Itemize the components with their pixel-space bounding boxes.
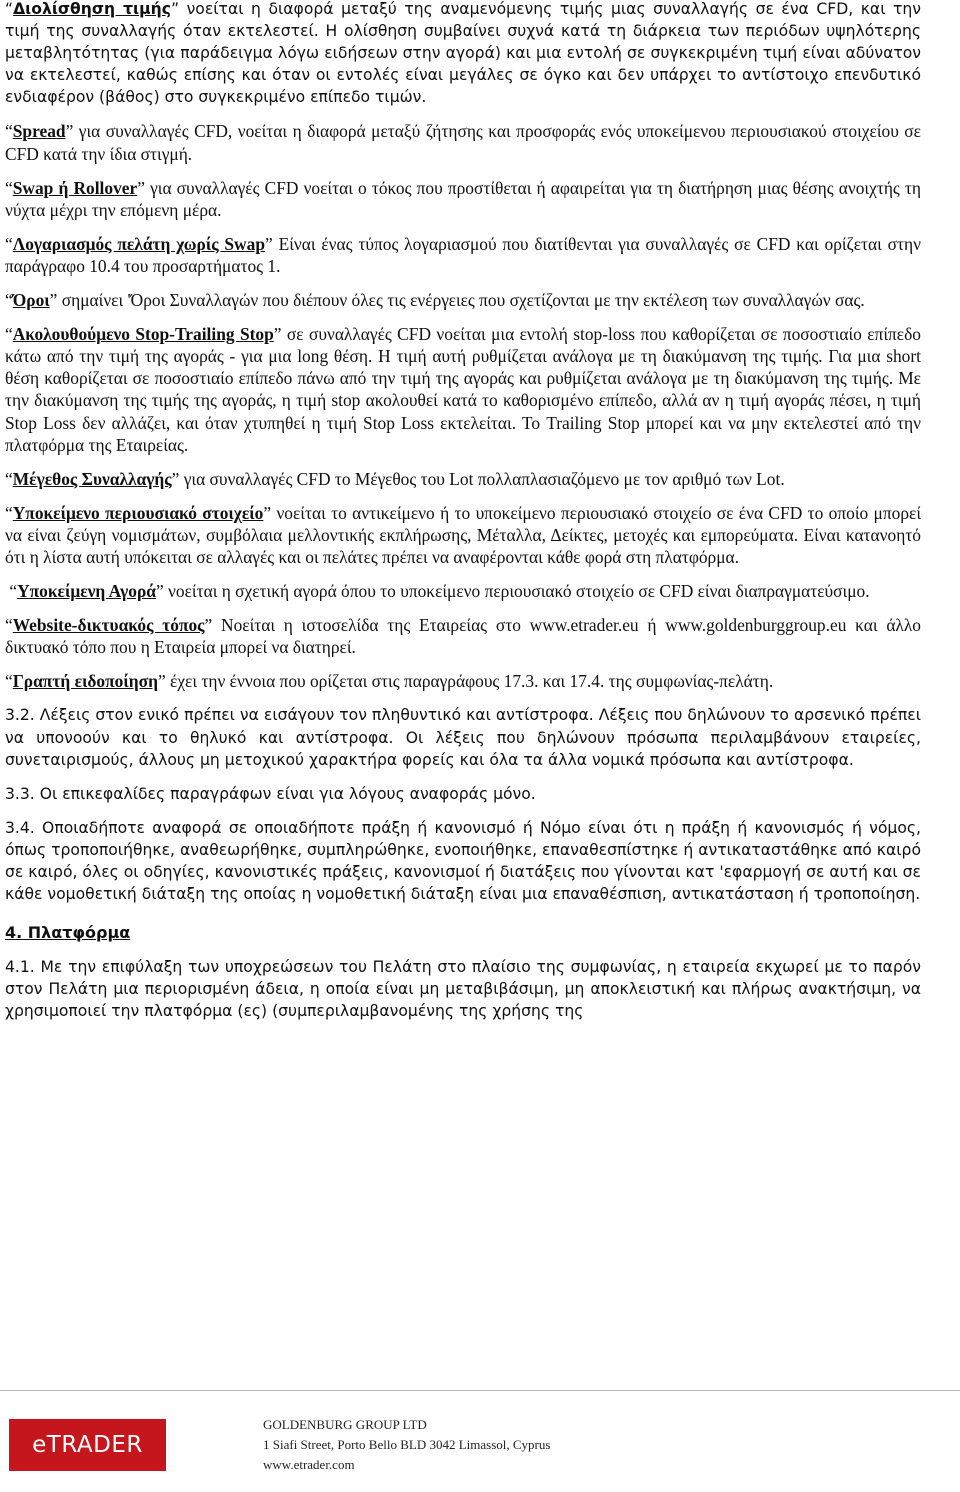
footer-info <box>263 1415 550 1475</box>
term: Διολίσθηση τιμής <box>13 0 171 18</box>
definition-text: έχει την έννοια που ορίζεται στις παραγράφους 17.3. και 17.4. της συμφωνίας-πελάτη. <box>165 671 774 692</box>
term: Swap ή Rollover <box>12 177 138 198</box>
term: Ακολουθούμενο Stop-Trailing Stop <box>12 324 274 345</box>
logo-text: eTRADER <box>32 1432 143 1458</box>
definition-text: σημαίνει 'Όροι Συναλλαγών που διέπουν όλες τις ενέργειες που σχετίζονται με την εκτέλεση των συναλλαγών σας. <box>57 290 865 311</box>
footer-address: 1 Siafi Street, Porto Bello BLD 3042 Limassol, Cyprus <box>263 1437 551 1452</box>
definition-text: νοείται η σχετική αγορά όπου το υποκείμενο περιουσιακό στοιχείο σε CFD είναι διαπραγματεύσιμο. <box>163 581 870 602</box>
definition-swap-free-account: “Λογαριασμός πελάτη χωρίς Swap” Είναι ένας τύπος λογαριασμού που διατίθενται για συναλλαγές σε CFD και ορίζεται στην παράγραφο 10.4 του προσαρτήματος 1. <box>5 233 922 276</box>
term: Γραπτή ειδοποίηση <box>12 671 158 692</box>
clause-3-3: 3.3. Οι επικεφαλίδες παραγράφων είναι για λόγους αναφοράς μόνο. <box>5 784 536 803</box>
clause-4-1: 4.1. Με την επιφύλαξη των υποχρεώσεων του Πελάτη στο πλαίσιο της συμφωνίας, η εταιρεία εκχωρεί με το παρόν στον Πελάτη μια περιορισμένη άδεια, η οποία είναι μη μεταβιβάσιμη, μη αποκλειστική και πλήρως ανακτήσιμη, να χρησιμοποιεί την πλατφόρμα (ες) (συμπεριλαμβανομένης της χρήσης της <box>5 958 921 1021</box>
footer-divider <box>0 1390 960 1391</box>
definition-trade-size: “Μέγεθος Συναλλαγής” για συναλλαγές CFD το Μέγεθος του Lot πολλαπλασιαζόμενο με τον αριθμό των Lot. <box>5 468 785 489</box>
document-body <box>5 0 921 1034</box>
term: Spread <box>12 121 66 142</box>
definition-text: για συναλλαγές CFD, νοείται η διαφορά μεταξύ ζήτησης και προσφοράς ενός υποκείμενου περιουσιακού στοιχείου σε CFD κατά την ίδια στιγμή. <box>5 121 921 164</box>
definition-spread: “Spread” για συναλλαγές CFD, νοείται η διαφορά μεταξύ ζήτησης και προσφοράς ενός υποκείμενου περιουσιακού στοιχείου σε CFD κατά την ίδια στιγμή. <box>5 121 921 164</box>
definition-swap: “Swap ή Rollover” για συναλλαγές CFD νοείται ο τόκος που προστίθεται ή αφαιρείται για τη διατήρηση μιας θέσης ανοιχτής τη νύχτα μέχρι την επόμενη μέρα. <box>5 177 922 220</box>
section-title: 4. Πλατφόρμα <box>5 923 131 943</box>
footer-website[interactable]: www.etrader.com <box>263 1457 355 1472</box>
term: Website-δικτυακός τόπος <box>12 615 205 636</box>
definition-written-notice: “Γραπτή ειδοποίηση” έχει την έννοια που ορίζεται στις παραγράφους 17.3. και 17.4. της συμφωνίας-πελάτη. <box>5 671 774 692</box>
definition-text: νοείται η διαφορά μεταξύ της αναμενόμενης τιμής μιας συναλλαγής σε ένα CFD, και την τιμή της συναλλαγής όταν εκτελεστεί. Η ολίσθηση συμβαίνει συχνά κατά τη διάρκεια των περιόδων υψηλότερης μεταβλητότητας (για παράδειγμα λόγω ειδήσεων στην αγορά) και μια εντολή σε συγκεκριμένη τιμή είναι αδύνατον να εκτελεστεί, καθώς επίσης και όταν οι εντολές είναι μεγάλες σε όγκο και δεν υπάρχει το αντίστοιχο επενδυτικό ενδιαφέρον (βάθος) στο συγκεκριμένο επίπεδο τιμών. <box>5 0 921 107</box>
definition-text: για συναλλαγές CFD το Μέγεθος του Lot πολλαπλασιαζόμενο με τον αριθμό των Lot. <box>179 468 785 489</box>
definition-underlying-asset: “Υποκείμενο περιουσιακό στοιχείο” νοείται το αντικείμενο ή το υποκείμενο περιουσιακό στοιχείο σε ένα CFD το οποίο μπορεί να είναι ζεύγη νομισμάτων, συμβόλαια μελλοντικής εκπλήρωσης, Μέταλλα, Δείκτες, μετοχές και εμπορεύματα. Είναι κατανοητό ότι η λίστα αυτή υπόκειται σε αλλαγές και οι πελάτες πρέπει να αναφέρονται κάθε φορά στη πλατφόρμα. <box>5 502 922 567</box>
definition-website: “Website-δικτυακός τόπος” Νοείται η ιστοσελίδα της Εταιρείας στο www.etrader.eu ή www.goldenburggroup.eu και άλλο δικτυακό τόπο που η Εταιρεία μπορεί να διατηρεί. <box>5 615 921 658</box>
term: Όροι <box>12 290 50 311</box>
definition-terms: “Όροι” σημαίνει 'Όροι Συναλλαγών που διέπουν όλες τις ενέργειες που σχετίζονται με την εκτέλεση των συναλλαγών σας. <box>5 290 865 311</box>
definition-text: Είναι ένας τύπος λογαριασμού που διατίθενται για συναλλαγές σε CFD και ορίζεται στην παράγραφο 10.4 του προσαρτήματος 1. <box>5 233 922 276</box>
term: Υποκείμενο περιουσιακό στοιχείο <box>12 502 264 523</box>
term: Λογαριασμός πελάτη χωρίς Swap <box>12 233 265 254</box>
definition-text: νοείται το αντικείμενο ή το υποκείμενο περιουσιακό στοιχείο σε ένα CFD το οποίο μπορεί να είναι ζεύγη νομισμάτων, συμβόλαια μελλοντικής εκπλήρωσης, Μέταλλα, Δείκτες, μετοχές και εμπορεύματα. Είναι κατανοητό ότι η λίστα αυτή υπόκειται σε αλλαγές και οι πελάτες πρέπει να αναφέρονται κάθε φορά στη πλατφόρμα. <box>5 502 922 567</box>
clause-3-4: 3.4. Οποιαδήποτε αναφορά σε οποιαδήποτε πράξη ή κανονισμό ή Νόμο είναι ότι η πράξη ή κανονισμός ή νόμος, όπως τροποποιήθηκε, αναθεωρήθηκε, συμπληρώθηκε, ενοποιήθηκε, επαναθεσπίστηκε ή αντικαταστάθηκε από καιρό σε καιρό, όλες οι οδηγίες, κανονιστικές πράξεις, κανονισμοί ή διατάξεις που γίνονται κατ 'εφαρμογή σε αυτή και σε κάθε νομοθετική διάταξη της οποίας η νομοθετική διάταξη είναι μια επαναθέσπιση, αντικατάσταση ή τροποποίηση. <box>5 818 921 904</box>
definition-text: για συναλλαγές CFD νοείται ο τόκος που προστίθεται ή αφαιρείται για τη διατήρηση μιας θέσης ανοιχτής τη νύχτα μέχρι την επόμενη μέρα. <box>5 177 922 220</box>
footer-company: GOLDENBURG GROUP LTD <box>263 1417 427 1432</box>
clause-3-2: 3.2. Λέξεις στον ενικό πρέπει να εισάγουν τον πληθυντικό και αντίστροφα. Λέξεις που δηλώνουν το αρσενικό πρέπει να υπονοούν και το θηλυκό και αντίστροφα. Οι λέξεις που δηλώνουν πρόσωπα περιλαμβάνουν εταιρείες, συνεταιρισμούς, άλλους μη μετοχικού χαρακτήρα φορείς και όλα τα άλλα νομικά πρόσωπα και αντίστροφα. <box>5 706 921 769</box>
definition-slippage: “Διολίσθηση τιμής” νοείται η διαφορά μεταξύ της αναμενόμενης τιμής μιας συναλλαγής σε ένα CFD, και την τιμή της συναλλαγής όταν εκτελεστεί. Η ολίσθηση συμβαίνει συχνά κατά τη διάρκεια των περιόδων υψηλότερης μεταβλητότητας (για παράδειγμα λόγω ειδήσεων στην αγορά) και μια εντολή σε συγκεκριμένη τιμή είναι αδύνατον να εκτελεστεί, καθώς επίσης και όταν οι εντολές είναι μεγάλες σε όγκο και δεν υπάρχει το αντίστοιχο επενδυτικό ενδιαφέρον (βάθος) στο συγκεκριμένο επίπεδο τιμών. <box>5 0 921 107</box>
definition-text: Νοείται η ιστοσελίδα της Εταιρείας στο www.etrader.eu ή www.goldenburggroup.eu και άλλο δικτυακό τόπο που η Εταιρεία μπορεί να διατηρεί. <box>5 615 921 658</box>
term: Υποκείμενη Αγορά <box>17 581 156 602</box>
definition-text: σε συναλλαγές CFD νοείται μια εντολή stop-loss που καθορίζεται σε ποσοστιαίο επίπεδο κάτω από την τιμή της αγοράς - για μια long θέση. Η τιμή αυτή ρυθμίζεται ανάλογα με τη διακύμανση της τιμής. Για μια short θέση καθορίζεται σε ποσοστιαίο επίπεδο πάνω από την τιμή της αγοράς και ρυθμίζεται ανάλογα με τη διακύμανση της τιμής. Με την διακύμανση της τιμής της αγοράς, η τιμή stop ακολουθεί κατά το καθορισμένο επίπεδο, αλλά αν η τιμή αγοράς πέσει, η τιμή Stop Loss δεν αλλάζει, και όταν χτυπηθεί η τιμή Stop Loss εκτελείται. Το Trailing Stop μπορεί και να μην εκτελεστεί από την πλατφόρμα της Εταιρείας. <box>5 324 921 455</box>
definition-underlying-market: “Υποκείμενη Αγορά” νοείται η σχετική αγορά όπου το υποκείμενο περιουσιακό στοιχείο σε CFD είναι διαπραγματεύσιμο. <box>5 581 870 602</box>
term: Μέγεθος Συναλλαγής <box>12 468 172 489</box>
definition-trailing-stop: “Ακολουθούμενο Stop-Trailing Stop” σε συναλλαγές CFD νοείται μια εντολή stop-loss που καθορίζεται σε ποσοστιαίο επίπεδο κάτω από την τιμή της αγοράς - για μια long θέση. Η τιμή αυτή ρυθμίζεται ανάλογα με τη διακύμανση της τιμής. Για μια short θέση καθορίζεται σε ποσοστιαίο επίπεδο πάνω από την τιμή της αγοράς και ρυθμίζεται ανάλογα με τη διακύμανση της τιμής. Με την διακύμανση της τιμής της αγοράς, η τιμή stop ακολουθεί κατά το καθορισμένο επίπεδο, αλλά αν η τιμή αγοράς πέσει, η τιμή Stop Loss δεν αλλάζει, και όταν χτυπηθεί η τιμή Stop Loss εκτελείται. Το Trailing Stop μπορεί και να μην εκτελεστεί από την πλατφόρμα της Εταιρείας. <box>5 324 921 455</box>
etrader-logo <box>9 1419 166 1471</box>
